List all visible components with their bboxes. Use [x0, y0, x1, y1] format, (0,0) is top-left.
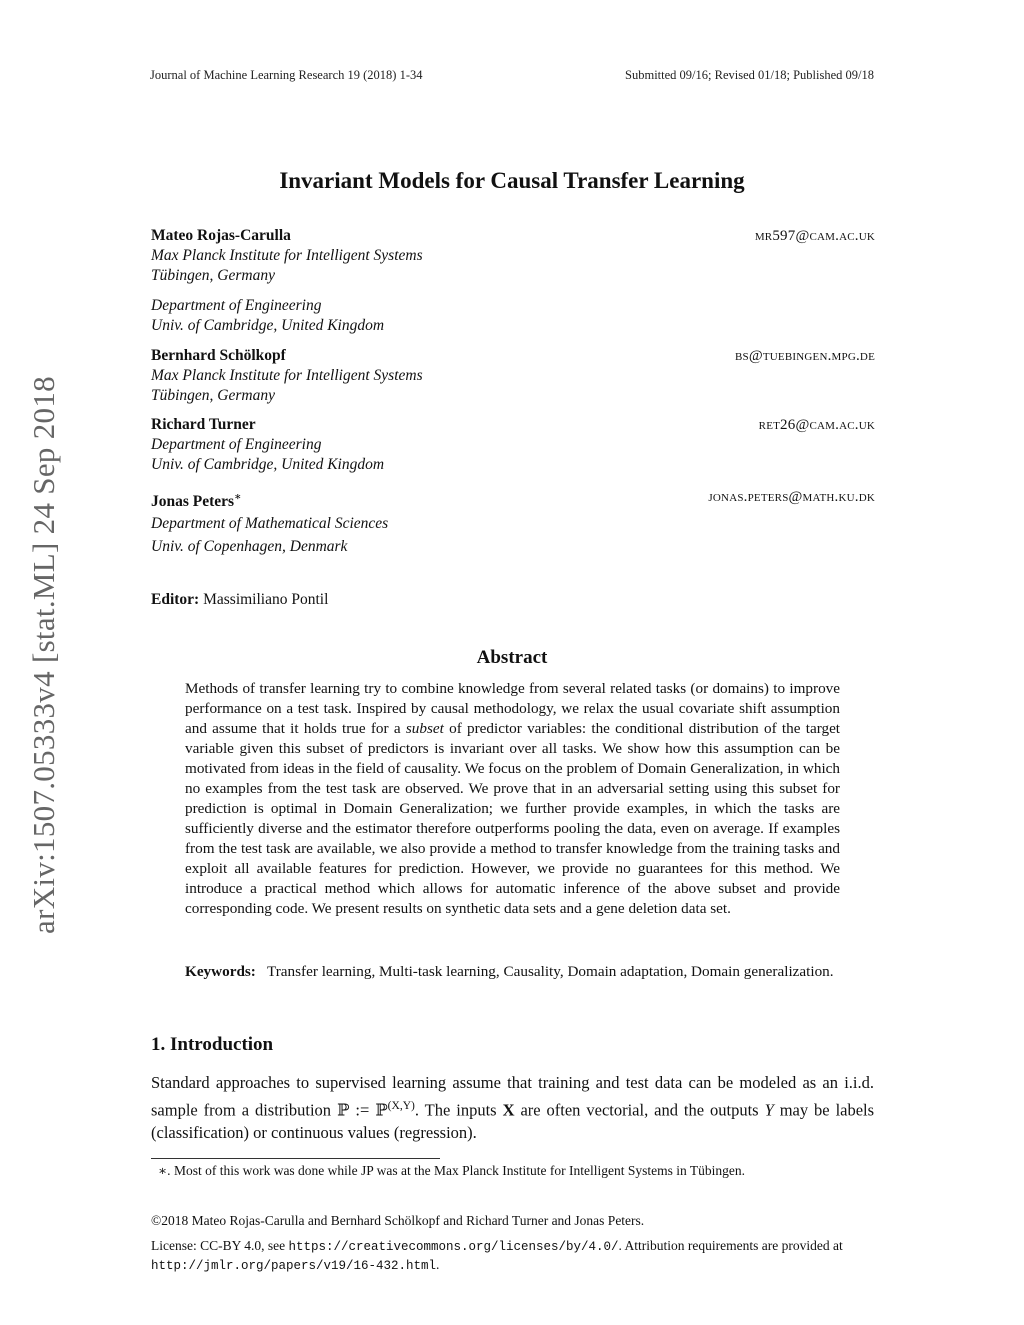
copyright-text: 2018 Mateo Rojas-Carulla and Bernhard Schölkopf and Richard Turner and Jonas Peters. — [161, 1213, 645, 1228]
license-suffix: . — [436, 1257, 440, 1272]
prob-symbol: ℙ — [337, 1100, 350, 1119]
author-email: mr597@cam.ac.uk — [754, 228, 875, 244]
copyright-symbol: © — [151, 1213, 162, 1228]
footnote-marker[interactable]: ∗ — [234, 491, 242, 503]
author-block-2 — [151, 346, 875, 406]
affiliation-line: Tübingen, Germany — [151, 267, 275, 284]
author-block-1 — [151, 226, 875, 336]
prob-superscript: (X,Y) — [387, 1099, 415, 1112]
author-name: Richard Turner — [151, 416, 256, 433]
keywords — [185, 962, 840, 982]
license-link[interactable]: https://creativecommons.org/licenses/by/4.0/ — [288, 1240, 619, 1254]
intro-text: are often vectorial, and the outputs — [520, 1100, 759, 1119]
author-email: bs@tuebingen.mpg.de — [734, 348, 875, 364]
prob-symbol: ℙ — [375, 1100, 388, 1119]
intro-text: may be labels (classification) or continuous values (regression). — [151, 1100, 875, 1142]
affiliation-line: Univ. of Cambridge, United Kingdom — [151, 456, 385, 473]
author-block-4 — [151, 487, 875, 557]
intro-text: Standard approaches to supervised learning assume that training and test data can be modeled as an i.i.d. sample from a distribution — [151, 1073, 874, 1119]
license-prefix: License: CC-BY 4.0, see — [151, 1238, 286, 1253]
license-middle: . Attribution requirements are provided at — [618, 1238, 843, 1253]
section-heading: 1. Introduction — [151, 1034, 274, 1055]
license-line — [151, 1237, 874, 1275]
editor-line — [151, 591, 328, 609]
author-block-3 — [151, 415, 875, 475]
submission-dates: Submitted 09/16; Revised 01/18; Published 09/18 — [625, 68, 874, 82]
author-email: jonas.peters@math.ku.dk — [708, 489, 875, 505]
footnote-text: Most of this work was done while JP was at the Max Planck Institute for Intelligent Systems in Tübingen. — [173, 1163, 745, 1178]
affiliation-line: Department of Mathematical Sciences — [151, 515, 389, 533]
assign-op: := — [355, 1100, 370, 1119]
affiliation-line: Tübingen, Germany — [151, 387, 275, 404]
affiliation-line: Univ. of Cambridge, United Kingdom — [151, 317, 385, 334]
keywords-label: Keywords: — [185, 963, 256, 980]
affiliation-line: Univ. of Copenhagen, Denmark — [151, 538, 348, 556]
affiliation-line: Department of Engineering — [151, 297, 322, 314]
abstract-heading: Abstract — [476, 647, 548, 668]
author-email: ret26@cam.ac.uk — [758, 417, 875, 433]
author-name: Mateo Rojas-Carulla — [151, 227, 291, 244]
keywords-text: Transfer learning, Multi-task learning, Causality, Domain adaptation, Domain generalization. — [267, 963, 834, 980]
affiliation-line: Max Planck Institute for Intelligent Systems — [151, 367, 423, 384]
abstract-emphasis: subset — [405, 720, 444, 737]
paper-link[interactable]: http://jmlr.org/papers/v19/16-432.html — [151, 1259, 437, 1273]
intro-paragraph — [151, 1072, 874, 1144]
editor-label: Editor: — [151, 591, 200, 608]
footnote-rule — [151, 1158, 440, 1159]
footnote-mark: ∗. — [158, 1163, 171, 1178]
author-name: Jonas Peters — [151, 493, 235, 511]
arxiv-stamp: arXiv:1507.05333v4 [stat.ML] 24 Sep 2018 — [26, 376, 61, 934]
author-name: Bernhard Schölkopf — [151, 347, 286, 364]
footnote — [158, 1162, 874, 1180]
abstract-body — [185, 679, 840, 919]
math-x: X — [502, 1100, 515, 1119]
paper-title: Invariant Models for Causal Transfer Learning — [279, 168, 745, 193]
math-y: Y — [764, 1100, 774, 1119]
journal-header: Journal of Machine Learning Research 19 (2018) 1-34 — [150, 68, 423, 82]
copyright-line — [151, 1213, 644, 1229]
affiliation-line: Department of Engineering — [151, 436, 322, 453]
editor-name: Massimiliano Pontil — [203, 591, 329, 608]
intro-text: . The inputs — [414, 1100, 497, 1119]
abstract-text: Methods of transfer learning try to combine knowledge from several related tasks (or domains) to improve performance on a test task. Inspired by causal methodology, we relax the usual covariate shift assumption and assume that it holds true for a — [185, 680, 840, 737]
abstract-text: of predictor variables: the conditional distribution of the target variable given this subset of predictors is invariant over all tasks. We show how this assumption can be motivated from ideas in the field of causality. We focus on the problem of Domain Generalization, in which no examples from the test task are observed. We prove that in an adversarial setting using this subset for prediction is optimal in Domain Generalization; we further provide examples, in which the tasks are sufficiently diverse and the estimator therefore outperforms pooling the data, even on average. If examples from the test task are available, we also provide a method to transfer knowledge from the training tasks and exploit all available features for prediction. However, we provide no guarantees for this method. We introduce a practical method which allows for automatic inference of the above subset and provide corresponding code. We present results on synthetic data sets and a gene deletion data set. — [185, 720, 841, 917]
affiliation-line: Max Planck Institute for Intelligent Systems — [151, 247, 423, 264]
